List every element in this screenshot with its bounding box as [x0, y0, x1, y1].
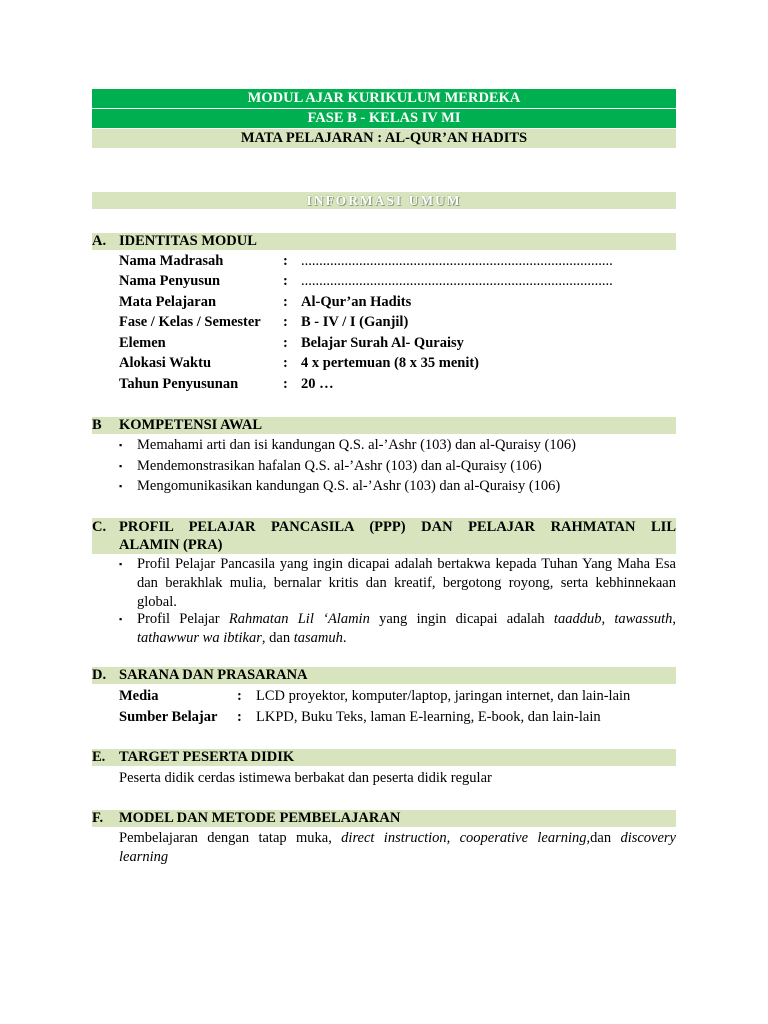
section-title: SARANA DAN PRASARANA: [119, 667, 308, 683]
list-item: [119, 610, 676, 648]
module-title: MODUL AJAR KURIKULUM MERDEKA: [92, 89, 676, 108]
section-a-heading: [92, 233, 676, 250]
row-label: Elemen: [119, 335, 166, 351]
list-item: [119, 477, 676, 497]
list-item: [119, 457, 676, 477]
row-label: Tahun Penyusunan: [119, 376, 239, 392]
section-letter: C.: [92, 519, 107, 535]
list-item-text: Profil Pelajar Rahmatan Lil ‘Alamin yang ingin dicapai adalah taaddub, tawassuth, tathawwur wa ibtikar, dan tasamuh.: [137, 611, 676, 646]
row-label: Media: [119, 688, 159, 704]
method-text: Pembelajaran dengan tatap muka, direct instruction, cooperative learning,dan discovery learning: [119, 830, 676, 865]
row-colon: :: [283, 376, 288, 392]
section-letter: F.: [92, 810, 104, 826]
row-label: Sumber Belajar: [119, 709, 218, 725]
list-item: [119, 436, 676, 456]
bullet-icon: ▪: [119, 481, 123, 491]
list-item: [119, 555, 676, 613]
general-info-heading: INFORMASI UMUM: [92, 192, 676, 209]
row-value: 4 x pertemuan (8 x 35 menit): [301, 355, 480, 371]
row-label: Alokasi Waktu: [119, 355, 212, 371]
section-title-line1: PROFIL PELAJAR PANCASILA (PPP) DAN PELAJAR RAHMATAN LIL: [119, 519, 676, 535]
row-value: ......................................................................................: [301, 273, 613, 289]
row-value: LCD proyektor, komputer/laptop, jaringan internet, dan lain-lain: [256, 688, 631, 704]
section-d-heading: [92, 667, 676, 684]
section-b-heading: [92, 417, 676, 434]
list-item-text: Mendemonstrasikan hafalan Q.S. al-’Ashr (103) dan al-Quraisy (106): [137, 458, 542, 474]
row-colon: :: [283, 273, 288, 289]
row-value: 20 …: [301, 376, 334, 392]
target-text: Peserta didik cerdas istimewa berbakat dan peserta didik regular: [119, 770, 492, 786]
row-colon: :: [237, 688, 242, 704]
list-item-text: Mengomunikasikan kandungan Q.S. al-’Ashr (103) dan al-Quraisy (106): [137, 478, 561, 494]
row-value: ......................................................................................: [301, 253, 613, 269]
section-letter: E.: [92, 749, 106, 765]
bullet-icon: ▪: [119, 559, 123, 569]
list-item-text: Profil Pelajar Pancasila yang ingin dicapai adalah bertakwa kepada Tuhan Yang Maha Esa dan berakhlak mulia, bernalar kritis dan kreatif, bergotong royong, serta kebhinnekaan global.: [137, 556, 676, 610]
bullet-icon: ▪: [119, 440, 123, 450]
module-phase: FASE B - KELAS IV MI: [92, 109, 676, 128]
row-value: B - IV / I (Ganjil): [301, 314, 409, 330]
section-letter: A.: [92, 233, 107, 249]
row-colon: :: [283, 294, 288, 310]
row-colon: :: [283, 314, 288, 330]
row-value: Belajar Surah Al- Quraisy: [301, 335, 464, 351]
section-letter: D.: [92, 667, 107, 683]
section-e-heading: [92, 749, 676, 766]
bullet-icon: ▪: [119, 614, 123, 624]
row-value: Al-Qur’an Hadits: [301, 294, 412, 310]
list-item-text: Memahami arti dan isi kandungan Q.S. al-’Ashr (103) dan al-Quraisy (106): [137, 437, 576, 453]
row-label: Nama Penyusun: [119, 273, 221, 289]
row-colon: :: [283, 335, 288, 351]
section-title: KOMPETENSI AWAL: [119, 417, 263, 433]
row-colon: :: [283, 355, 288, 371]
section-title: MODEL DAN METODE PEMBELAJARAN: [119, 810, 401, 826]
section-c-heading: [92, 518, 676, 554]
row-label: Nama Madrasah: [119, 253, 224, 269]
row-value: LKPD, Buku Teks, laman E-learning, E-book, dan lain-lain: [256, 709, 601, 725]
bullet-icon: ▪: [119, 461, 123, 471]
section-title-line2: ALAMIN (PRA): [119, 537, 223, 553]
section-f-heading: [92, 810, 676, 827]
row-label: Fase / Kelas / Semester: [119, 314, 261, 330]
row-label: Mata Pelajaran: [119, 294, 217, 310]
row-colon: :: [283, 253, 288, 269]
subject-title: MATA PELAJARAN : AL-QUR’AN HADITS: [92, 129, 676, 148]
section-title: IDENTITAS MODUL: [119, 233, 257, 249]
section-letter: B: [92, 417, 102, 433]
section-title: TARGET PESERTA DIDIK: [119, 749, 295, 765]
row-colon: :: [237, 709, 242, 725]
